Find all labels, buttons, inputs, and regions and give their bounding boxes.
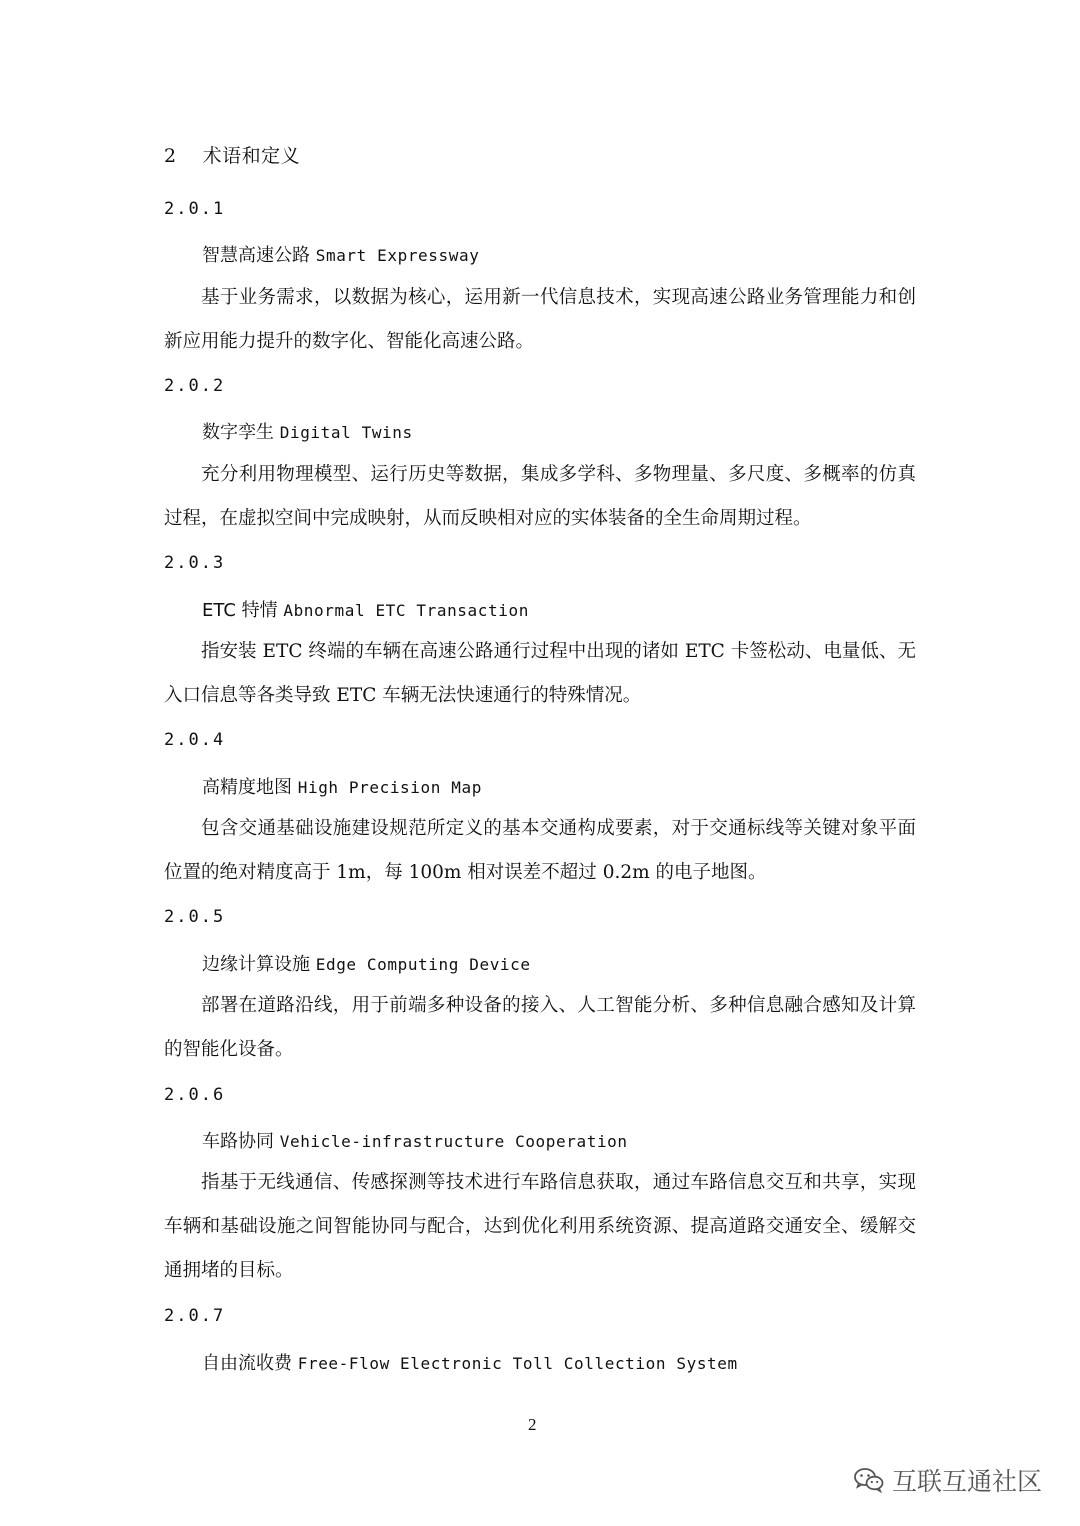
term-zh: 智慧高速公路: [202, 245, 310, 266]
entry-term: [202, 418, 413, 444]
term-zh: 高精度地图: [202, 777, 292, 798]
page-number: 2: [528, 1415, 537, 1434]
term-en: Digital Twins: [279, 423, 413, 442]
section-number: 2: [164, 145, 177, 167]
term-zh: 自由流收费: [202, 1353, 292, 1374]
entry-term: [202, 950, 531, 976]
entry-term: [202, 773, 482, 799]
entry-term: [202, 241, 479, 267]
entry-term: [202, 1127, 628, 1153]
entry-definition: 充分利用物理模型、运行历史等数据，集成多学科、多物理量、多尺度、多概率的仿真过程，在虚拟空间中完成映射，从而反映相对应的实体装备的全生命周期过程。: [164, 464, 916, 529]
section-heading: [164, 141, 300, 168]
section-title: 术语和定义: [202, 145, 301, 167]
term-en: Abnormal ETC Transaction: [283, 601, 529, 620]
entry-definition: 部署在道路沿线，用于前端多种设备的接入、人工智能分析、多种信息融合感知及计算的智能化设备。: [164, 995, 916, 1060]
entry-number: 2.0.5: [164, 907, 226, 927]
entry-number: 2.0.4: [164, 730, 226, 750]
term-en: Free-Flow Electronic Toll Collection System: [297, 1354, 738, 1373]
entry-definition: 指安装 ETC 终端的车辆在高速公路通行过程中出现的诸如 ETC 卡签松动、电量低、无入口信息等各类导致 ETC 车辆无法快速通行的特殊情况。: [164, 641, 916, 706]
watermark: [854, 1462, 1042, 1498]
entry-term: [202, 1349, 738, 1375]
entry-definition: 基于业务需求，以数据为核心，运用新一代信息技术，实现高速公路业务管理能力和创新应用能力提升的数字化、智能化高速公路。: [164, 287, 916, 352]
term-zh: ETC 特情: [202, 600, 278, 621]
term-en: Smart Expressway: [315, 246, 480, 265]
term-zh: 数字孪生: [202, 422, 274, 443]
term-en: Vehicle-infrastructure Cooperation: [279, 1132, 628, 1151]
wechat-icon: [854, 1467, 884, 1493]
term-zh: 边缘计算设施: [202, 954, 310, 975]
term-zh: 车路协同: [202, 1131, 274, 1152]
entry-definition: 包含交通基础设施建设规范所定义的基本交通构成要素，对于交通标线等关键对象平面位置的绝对精度高于 1m，每 100m 相对误差不超过 0.2m 的电子地图。: [164, 818, 916, 883]
entry-definition: 指基于无线通信、传感探测等技术进行车路信息获取，通过车路信息交互和共享，实现车辆和基础设施之间智能协同与配合，达到优化利用系统资源、提高道路交通安全、缓解交通拥堵的目标。: [164, 1172, 916, 1281]
term-en: High Precision Map: [297, 778, 482, 797]
watermark-text: 互联互通社区: [891, 1467, 1042, 1496]
entry-number: 2.0.6: [164, 1085, 226, 1105]
term-en: Edge Computing Device: [315, 955, 531, 974]
entry-number: 2.0.2: [164, 376, 226, 396]
entry-number: 2.0.3: [164, 553, 226, 573]
entry-number: 2.0.1: [164, 199, 226, 219]
entry-term: [202, 596, 529, 622]
entry-number: 2.0.7: [164, 1306, 226, 1326]
